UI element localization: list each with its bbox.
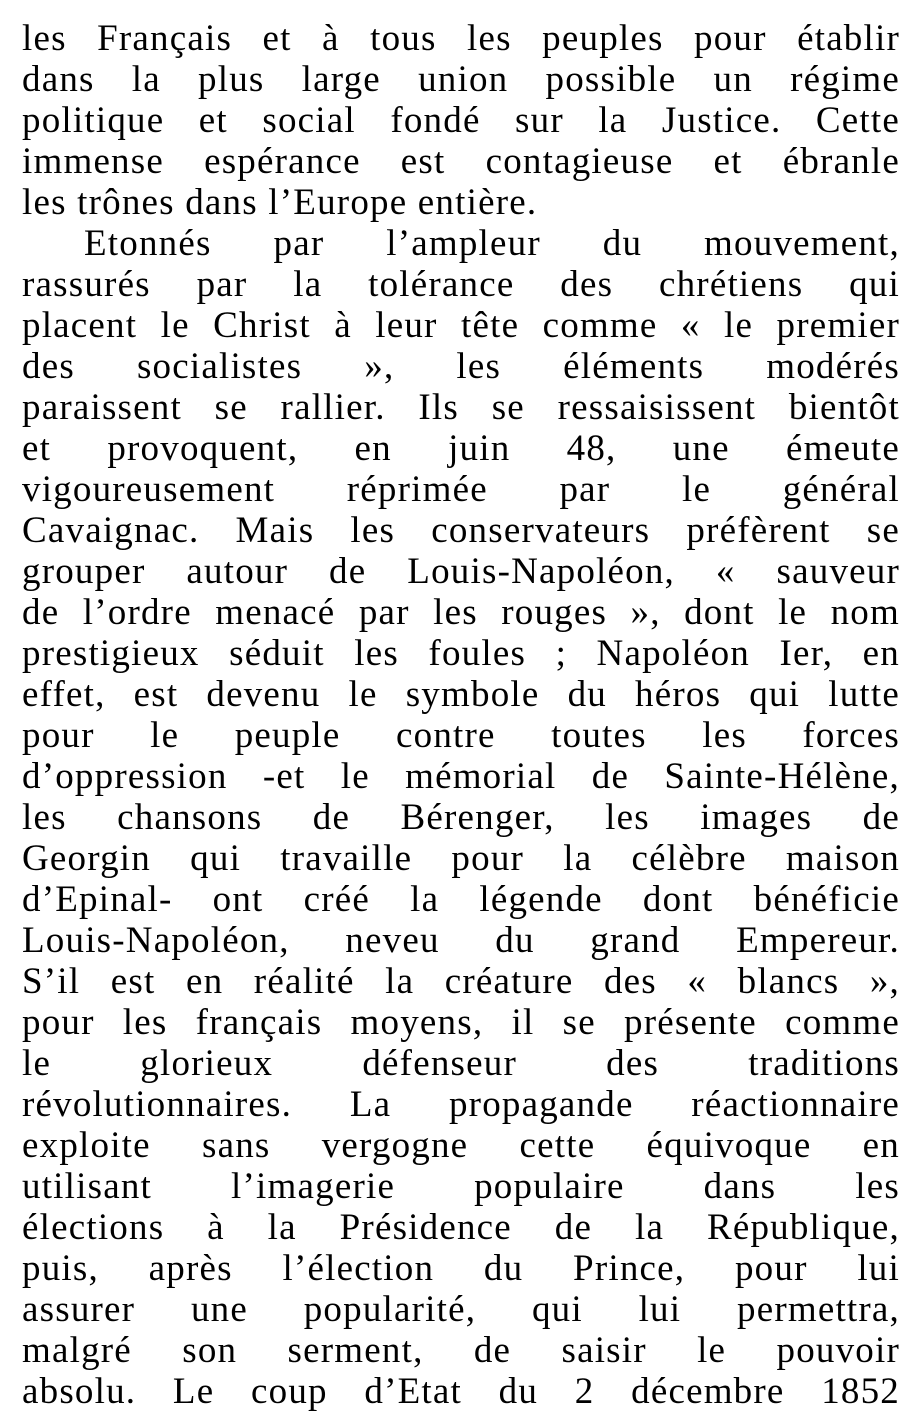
- text-line: de l’ordre menacé par les rouges », dont le nom: [22, 592, 900, 633]
- text-line: Cavaignac. Mais les conservateurs préfèrent se: [22, 510, 900, 551]
- text-line: grouper autour de Louis-Napoléon, « sauveur: [22, 551, 900, 592]
- text-line: le glorieux défenseur des traditions: [22, 1043, 900, 1084]
- text-line: malgré son serment, de saisir le pouvoir: [22, 1330, 900, 1371]
- text-line: immense espérance est contagieuse et ébranle: [22, 141, 900, 182]
- text-line: les chansons de Bérenger, les images de: [22, 797, 900, 838]
- text-line: pour les français moyens, il se présente comme: [22, 1002, 900, 1043]
- text-line: S’il est en réalité la créature des « blancs »,: [22, 961, 900, 1002]
- text-line: les trônes dans l’Europe entière.: [22, 182, 538, 223]
- text-line: d’oppression -et le mémorial de Sainte-Hélène,: [22, 756, 900, 797]
- text-line: élections à la Présidence de la République,: [22, 1207, 900, 1248]
- text-line: révolutionnaires. La propagande réactionnaire: [22, 1084, 900, 1125]
- text-line: politique et social fondé sur la Justice. Cette: [22, 100, 900, 141]
- text-line: et provoquent, en juin 48, une émeute: [22, 428, 900, 469]
- paragraph-1: [22, 18, 900, 223]
- text-line: absolu. Le coup d’Etat du 2 décembre 1852: [22, 1371, 900, 1412]
- text-line: pour le peuple contre toutes les forces: [22, 715, 900, 756]
- text-line: utilisant l’imagerie populaire dans les: [22, 1166, 900, 1207]
- text-line: exploite sans vergogne cette équivoque en: [22, 1125, 900, 1166]
- text-line: assurer une popularité, qui lui permettra,: [22, 1289, 900, 1330]
- text-line: des socialistes », les éléments modérés: [22, 346, 900, 387]
- text-line: paraissent se rallier. Ils se ressaisissent bientôt: [22, 387, 900, 428]
- text-line: Etonnés par l’ampleur du mouvement,: [84, 223, 900, 264]
- text-line: vigoureusement réprimée par le général: [22, 469, 900, 510]
- text-line: placent le Christ à leur tête comme « le premier: [22, 305, 900, 346]
- text-line: Georgin qui travaille pour la célèbre maison: [22, 838, 900, 879]
- text-line: rassurés par la tolérance des chrétiens qui: [22, 264, 900, 305]
- text-line: effet, est devenu le symbole du héros qui lutte: [22, 674, 900, 715]
- text-line: prestigieux séduit les foules ; Napoléon Ier, en: [22, 633, 900, 674]
- paragraph-2: [22, 223, 900, 1412]
- document-page: [22, 18, 900, 1412]
- text-line: d’Epinal- ont créé la légende dont bénéficie: [22, 879, 900, 920]
- text-line: puis, après l’élection du Prince, pour lui: [22, 1248, 900, 1289]
- text-line: dans la plus large union possible un régime: [22, 59, 900, 100]
- text-line: les Français et à tous les peuples pour établir: [22, 18, 900, 59]
- text-line: Louis-Napoléon, neveu du grand Empereur.: [22, 920, 900, 961]
